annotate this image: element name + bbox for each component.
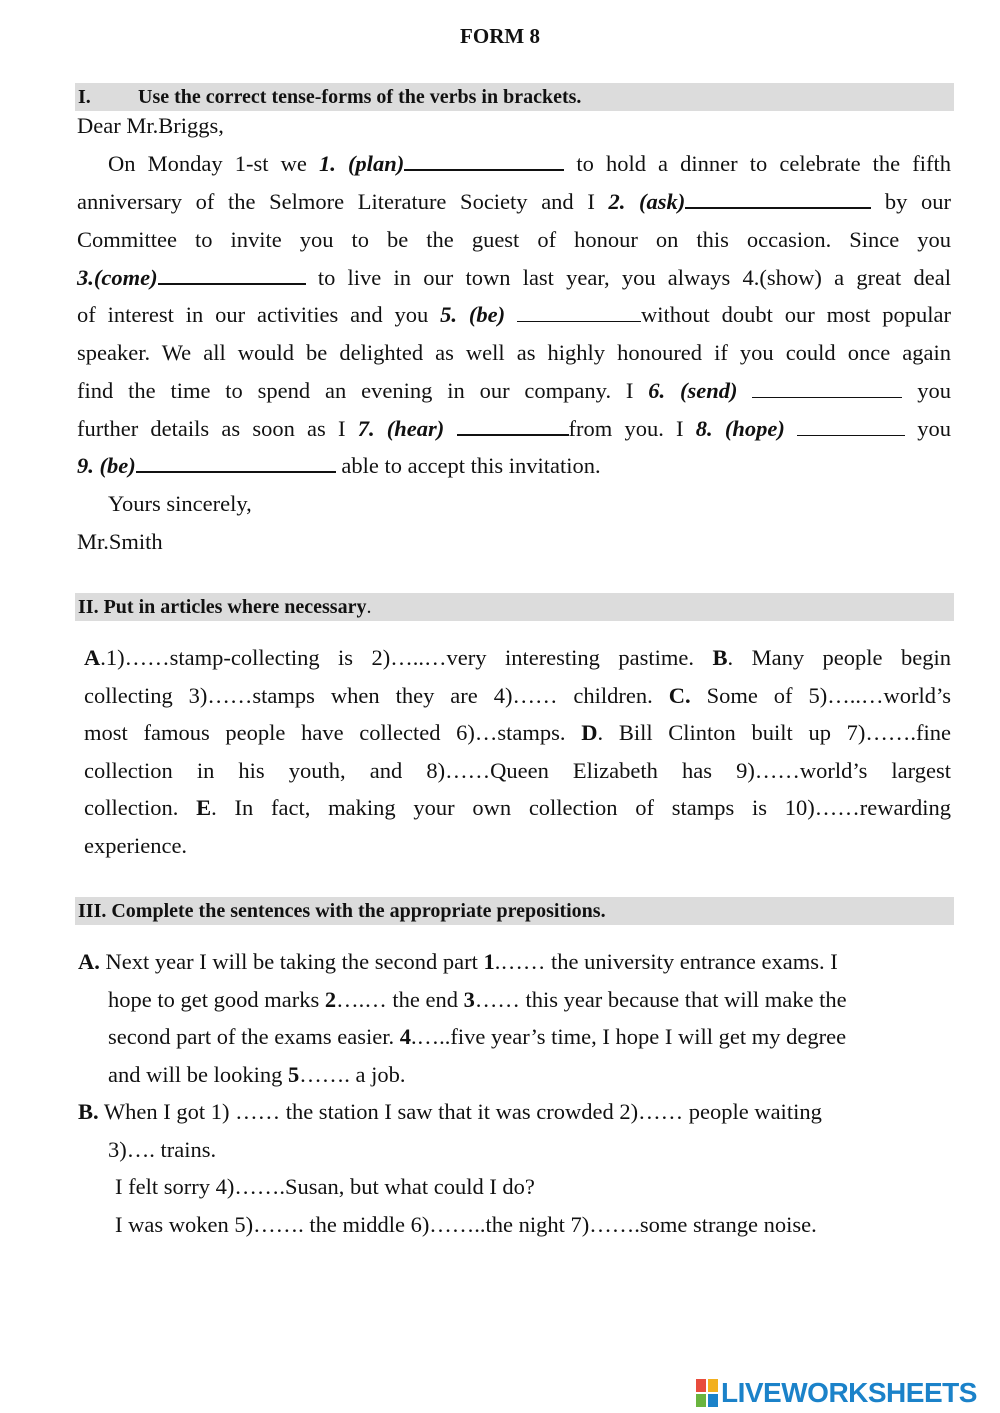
articles-line-5: collection. E. In fact, making your own collection of stamps is 10)……rewarding <box>84 795 951 820</box>
articles-line-3: most famous people have collected 6)…stamps. D. Bill Clinton built up 7)…….fine <box>84 720 951 745</box>
section-2-heading: II. Put in articles where necessary <box>78 596 367 618</box>
answer-blank-2[interactable] <box>685 191 871 209</box>
form-title: FORM 8 <box>460 24 540 48</box>
section-3-header <box>75 897 954 925</box>
letter-line-4: 3.(come) to live in our town last year, you always 4.(show) a great deal <box>77 265 951 290</box>
prepositions-b-line-4: I was woken 5)……. the middle 6)……..the night 7)…….some strange noise. <box>115 1212 817 1237</box>
letter-line-9: 9. (be) able to accept this invitation. <box>77 453 601 478</box>
answer-blank-6[interactable] <box>752 380 902 398</box>
verb-cue-7: 7. (hear) <box>357 416 445 441</box>
articles-line-6: experience. <box>84 833 188 858</box>
prepositions-b-line-1: B. When I got 1) …… the station I saw that it was crowded 2)…… people waiting <box>78 1099 822 1124</box>
articles-line-2: collecting 3)……stamps when they are 4)…… children. C. Some of 5)…..…world’s <box>84 683 951 708</box>
verb-cue-6: 6. (send) <box>648 378 738 403</box>
letter-line-6: speaker. We all would be delighted as well as highly honoured if you could once again <box>77 340 951 365</box>
verb-cue-8: 8. (hope) <box>695 416 785 441</box>
liveworksheets-logo-text: LIVEWORKSHEETS <box>721 1377 977 1408</box>
prepositions-b-line-3: I felt sorry 4)…….Susan, but what could I do? <box>115 1174 535 1199</box>
answer-blank-8[interactable] <box>797 418 905 436</box>
part-b-label: B. <box>78 1099 99 1124</box>
letter-closing: Yours sincerely, <box>108 491 252 516</box>
verb-cue-5: 5. (be) <box>440 302 506 327</box>
liveworksheets-logo-icon <box>696 1379 718 1407</box>
letter-line-2: anniversary of the Selmore Literature Society and I 2. (ask) by our <box>77 189 951 214</box>
answer-blank-3[interactable] <box>158 267 306 285</box>
section-3-heading: III. Complete the sentences with the appropriate prepositions. <box>78 900 606 922</box>
prepositions-a-line-3: second part of the exams easier. 4.…..five year’s time, I hope I will get my degree <box>108 1024 847 1049</box>
prepositions-a-line-2: hope to get good marks 2….… the end 3…… this year because that will make the <box>108 987 847 1012</box>
letter-greeting: Dear Mr.Briggs, <box>77 113 224 138</box>
section-1-number: I. <box>78 86 91 108</box>
section-2-header: II. Put in articles where necessary. <box>75 593 954 621</box>
prepositions-b-line-2: 3)…. trains. <box>108 1137 217 1162</box>
letter-line-5: of interest in our activities and you 5. (be) without doubt our most popular <box>77 302 951 327</box>
answer-blank-5[interactable] <box>517 304 641 322</box>
verb-cue-3: 3.(come) <box>77 265 158 290</box>
letter-line-8: further details as soon as I 7. (hear) from you. I 8. (hope) you <box>77 416 952 441</box>
part-a-label: A. <box>78 949 100 974</box>
verb-cue-9: 9. (be) <box>77 453 136 478</box>
prepositions-a-line-1: A. Next year I will be taking the second part 1.…… the university entrance exams. I <box>78 949 838 974</box>
letter-line-7: find the time to spend an evening in our company. I 6. (send) you <box>77 378 952 403</box>
verb-cue-2: 2. (ask) <box>608 189 686 214</box>
letter-signature: Mr.Smith <box>77 529 163 554</box>
answer-blank-7[interactable] <box>457 418 569 436</box>
letter-line-3: Committee to invite you to be the guest of honour on this occasion. Since you <box>77 227 951 252</box>
answer-blank-9[interactable] <box>136 455 336 473</box>
articles-line-4: collection in his youth, and 8)……Queen Elizabeth has 9)……world’s largest <box>84 758 951 783</box>
section-1-heading: Use the correct tense-forms of the verbs in brackets. <box>138 86 582 108</box>
articles-line-1: A.1)……stamp-collecting is 2)…..…very interesting pastime. B. Many people begin <box>84 645 951 670</box>
liveworksheets-logo <box>696 1377 977 1409</box>
section-1-header <box>75 83 954 111</box>
verb-cue-1: 1. (plan) <box>318 151 405 176</box>
answer-blank-1[interactable] <box>404 153 564 171</box>
letter-line-1: On Monday 1-st we 1. (plan) to hold a dinner to celebrate the fifth <box>108 151 952 176</box>
prepositions-a-line-4: and will be looking 5……. a job. <box>108 1062 406 1087</box>
